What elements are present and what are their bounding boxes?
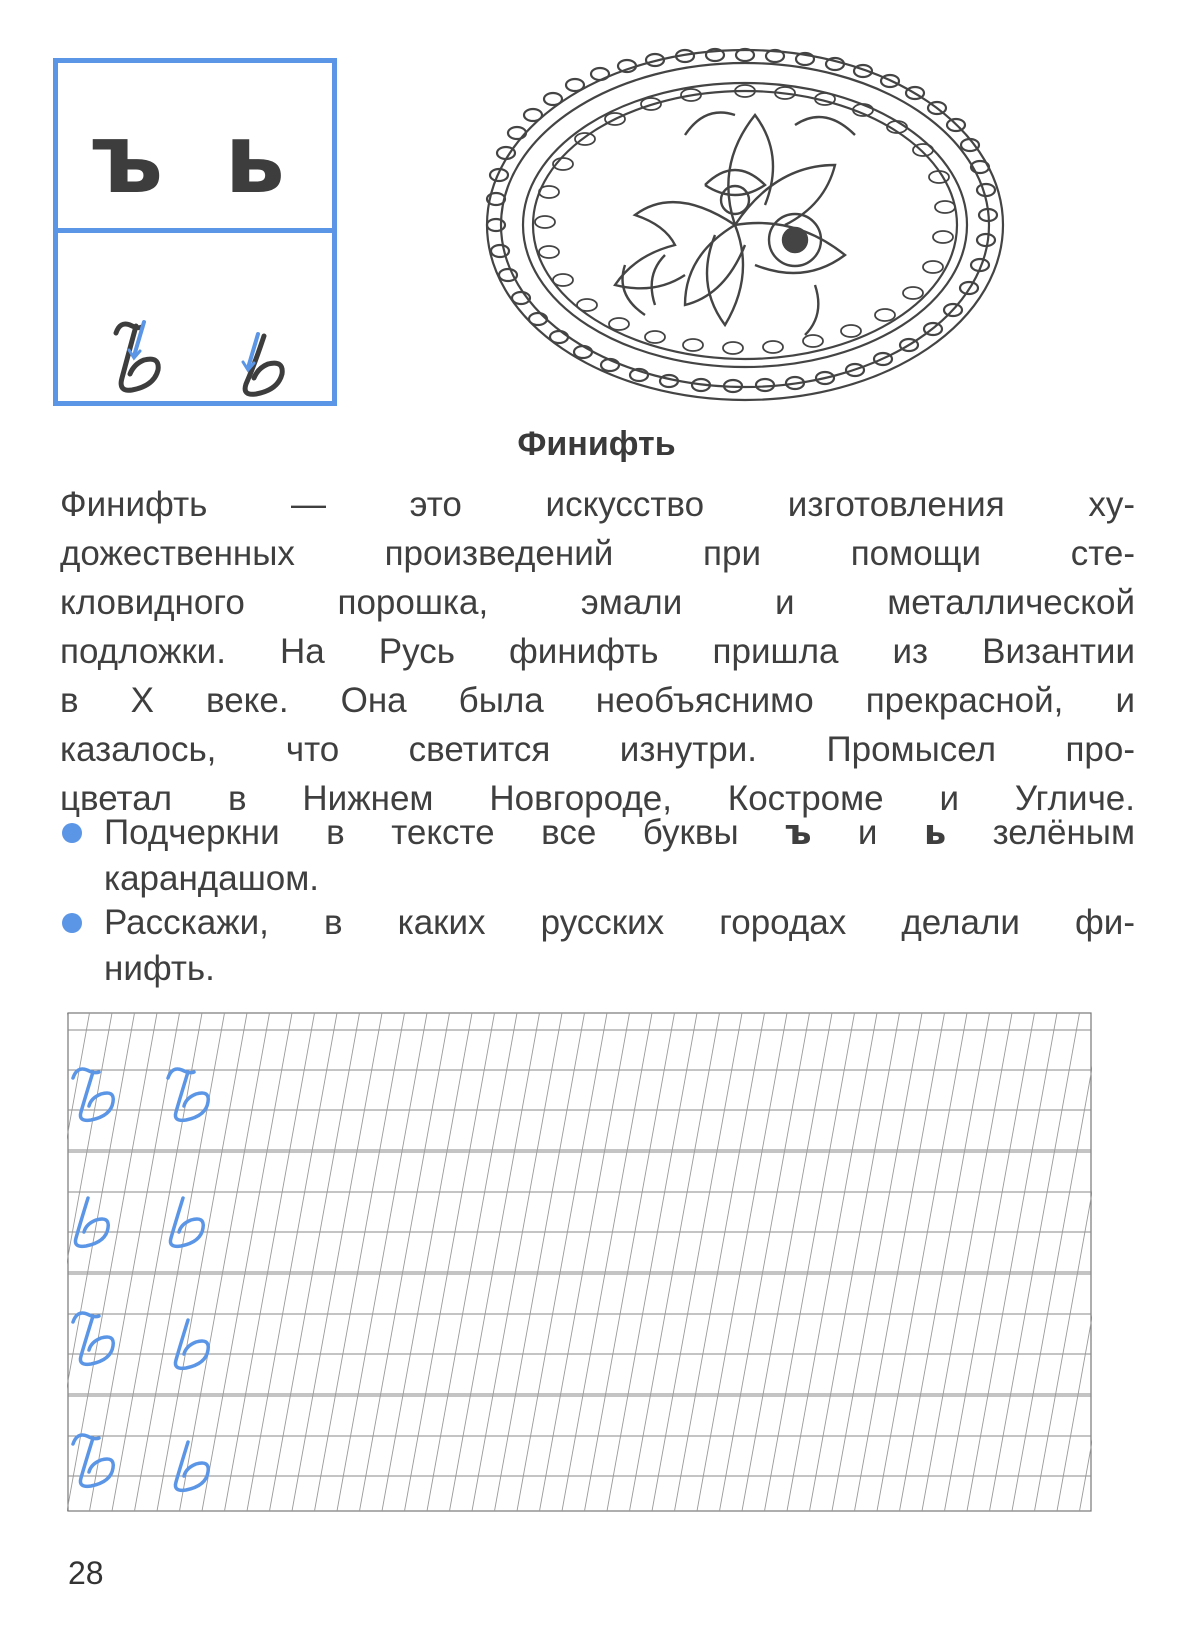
sample-soft-sign xyxy=(175,1442,208,1490)
task-line: карандашом. xyxy=(104,859,320,898)
main-paragraph xyxy=(60,480,1135,823)
cursive-soft-sign-icon xyxy=(243,334,282,394)
finift-flower-ornament-icon xyxy=(465,25,1025,425)
card-divider xyxy=(58,228,332,233)
task-line: Расскажи, в каких русских городах делали фи- xyxy=(104,903,1135,942)
sample-hard-sign xyxy=(168,1069,208,1120)
sample-letter-stroke xyxy=(168,1069,208,1120)
sample-letter-stroke xyxy=(175,1320,208,1368)
bullet-dot-icon xyxy=(62,913,82,933)
sample-soft-sign xyxy=(75,1198,108,1246)
bullet-dot-icon xyxy=(62,823,82,843)
sample-soft-sign xyxy=(175,1320,208,1368)
sample-letter-stroke xyxy=(75,1198,108,1246)
task-line: нифть. xyxy=(104,949,215,988)
printed-letters: ъ ь xyxy=(90,103,300,215)
sample-letter-stroke xyxy=(170,1198,203,1246)
paragraph-line: цветал в Нижнем Новгороде, Костроме и Угличе. xyxy=(60,779,1135,818)
sample-hard-sign xyxy=(73,1069,113,1120)
paragraph-line: Финифть — это искусство изготовления ху- xyxy=(60,485,1135,524)
paragraph-line: подложки. На Русь финифть пришла из Византии xyxy=(60,632,1135,671)
sample-soft-sign xyxy=(170,1198,203,1246)
hard-sign-letter: ъ xyxy=(785,813,812,853)
sample-letter-stroke xyxy=(175,1442,208,1490)
letter-card xyxy=(53,58,337,406)
sample-letter-stroke xyxy=(73,1069,113,1120)
copybook-grid[interactable] xyxy=(67,1012,1092,1512)
paragraph-line: кловидного порошка, эмали и металлической xyxy=(60,583,1135,622)
finift-ornament-illustration xyxy=(465,25,1025,425)
cursive-letters xyxy=(58,238,332,398)
page-number: 28 xyxy=(68,1555,104,1591)
paragraph-line: дожественных произведений при помощи сте- xyxy=(60,534,1135,573)
task-underline xyxy=(60,810,1135,902)
page-title: Финифть xyxy=(517,425,676,463)
paragraph-line: казалось, что светится изнутри. Промысел про- xyxy=(60,730,1135,769)
paragraph-line: в X веке. Она была необъяснимо прекрасной, и xyxy=(60,681,1135,720)
task-line: Подчеркни в тексте все буквы ъ и ь зелёным xyxy=(104,813,1136,853)
task-retell xyxy=(60,900,1135,992)
cursive-hard-sign-icon xyxy=(116,322,158,390)
soft-sign-letter: ь xyxy=(923,813,947,853)
